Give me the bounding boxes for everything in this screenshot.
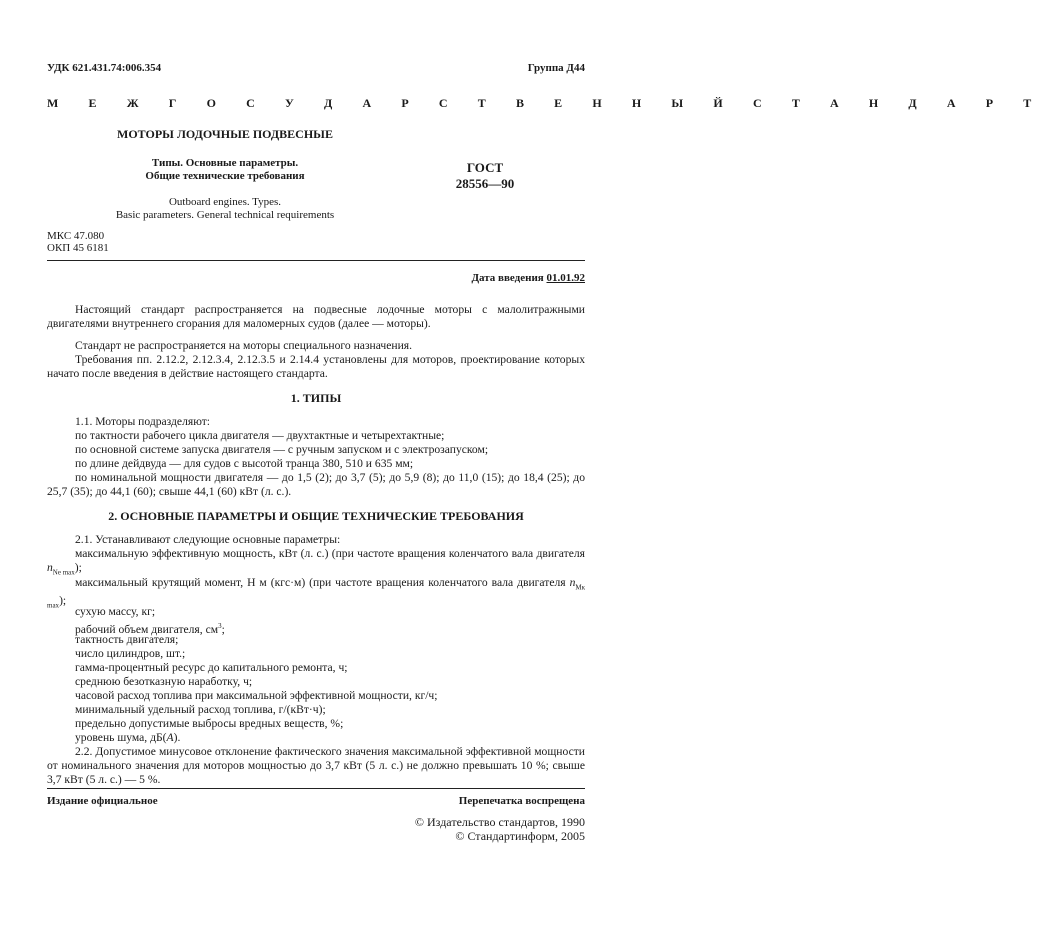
param-emissions: предельно допустимые выбросы вредных веществ, %;	[75, 717, 344, 730]
param-gamma-resource: гамма-процентный ресурс до капитального ремонта, ч;	[75, 661, 348, 674]
intro-date-label: Дата введения	[471, 272, 544, 284]
mks-code: МКС 47.080	[47, 230, 105, 242]
param-max-torque-text: максимальный крутящий момент, Н м (кгс·м) (при частоте вращения коленчатого вала двигателя	[75, 576, 566, 589]
param-max-torque-end: );	[59, 594, 67, 608]
intro-date	[380, 272, 585, 284]
copyright-2005: © Стандартинформ, 2005	[455, 829, 585, 843]
param-displacement-sup: 3	[218, 622, 222, 630]
param-specific-fuel: минимальный удельный расход топлива, г/(кВт·ч);	[75, 703, 326, 716]
intro-paragraph-2: Стандарт не распространяется на моторы специального назначения.	[75, 339, 413, 352]
section-1-heading: 1. ТИПЫ	[290, 391, 342, 405]
subtitle-line-1: Типы. Основные параметры.	[151, 157, 299, 169]
param-max-power-text: максимальную эффективную мощность, кВт (л. с.) (при частоте вращения коленчатого вала двигателя	[75, 547, 585, 560]
param-max-power-symbol: n	[47, 561, 53, 574]
param-dry-mass: сухую массу, кг;	[75, 605, 156, 618]
section-2-1: 2.1. Устанавливают следующие основные параметры:	[75, 533, 341, 546]
param-hourly-fuel: часовой расход топлива при максимальной эффективной мощности, кг/ч;	[75, 689, 438, 702]
param-displacement-end: ;	[221, 622, 225, 636]
divider-top	[47, 260, 585, 261]
types-by-shaft-length: по длине дейдвуда — для судов с высотой транца 380, 510 и 635 мм;	[75, 457, 414, 470]
gost-label: ГОСТ	[466, 160, 504, 175]
copyright-1990: © Издательство стандартов, 1990	[414, 815, 585, 829]
param-noise-unit: А	[166, 731, 174, 744]
param-mtbf: среднюю безотказную наработку, ч;	[75, 675, 253, 688]
interstate-standard-banner: М Е Ж Г О С У Д А Р С Т В Е Н Н Ы Й С Т А Н Д А Р Т	[47, 96, 1045, 110]
english-title-line-2: Basic parameters. General technical requirements	[115, 209, 335, 221]
param-cylinders: число цилиндров, шт.;	[75, 647, 186, 660]
param-noise	[75, 731, 180, 745]
param-noise-text: уровень шума, дБ(	[75, 731, 167, 744]
param-max-power-subscript: Ne max	[52, 568, 75, 577]
types-by-power: по номинальной мощности двигателя — до 1,5 (2); до 3,7 (5); до 5,9 (8); до 11,0 (15); до 18,4 (25); до 25,7 (35); до 44,1 (60); свыше 44,1 (60) кВт (л. с.).	[47, 471, 585, 498]
english-title-line-1: Outboard engines. Types.	[168, 196, 282, 208]
section-1-1: 1.1. Моторы подразделяют:	[75, 415, 210, 428]
gost-number: 28556—90	[455, 176, 515, 191]
param-displacement-text: рабочий объем двигателя, см	[75, 622, 219, 636]
param-noise-end: ).	[173, 731, 181, 744]
document-title: МОТОРЫ ЛОДОЧНЫЕ ПОДВЕСНЫЕ	[117, 127, 333, 141]
reprint-prohibited: Перепечатка воспрещена	[458, 795, 585, 807]
intro-paragraph-1: Настоящий стандарт распространяется на подвесные лодочные моторы с малолитражными двигателями внутреннего сгорания для маломерных судов (далее — моторы).	[47, 303, 585, 330]
divider-bottom	[47, 788, 585, 789]
section-2-heading: 2. ОСНОВНЫЕ ПАРАМЕТРЫ И ОБЩИЕ ТЕХНИЧЕСКИЕ ТРЕБОВАНИЯ	[108, 509, 524, 523]
udk-code: УДК 621.431.74:006.354	[47, 62, 162, 74]
param-stroke: тактность двигателя;	[75, 633, 179, 646]
subtitle-line-2: Общие технические требования	[145, 170, 305, 182]
types-by-start-system: по основной системе запуска двигателя — с ручным запуском и с электрозапуском;	[75, 443, 489, 456]
param-max-torque-subscript: Mк max	[47, 583, 585, 610]
types-by-stroke: по тактности рабочего цикла двигателя — двухтактные и четырехтактные;	[75, 429, 445, 442]
param-max-power-end: );	[74, 561, 82, 574]
okp-code: ОКП 45 6181	[47, 242, 109, 254]
official-edition: Издание официальное	[47, 795, 158, 807]
intro-paragraph-3: Требования пп. 2.12.2, 2.12.3.4, 2.12.3.5 и 2.14.4 установлены для моторов, проектирование которых начато после введения в действие настоящего стандарта.	[47, 353, 585, 380]
group-code: Группа Д44	[527, 62, 585, 74]
section-2-2: 2.2. Допустимое минусовое отклонение фактического значения максимальной эффективной мощности от номинального значения для моторов мощностью до 3,7 кВт (5 л. с.) не должно превышать 10 %; свыше 3,7 кВт (5 л. с.) — 5 %.	[47, 745, 585, 786]
param-max-torque-symbol: n	[569, 576, 576, 589]
param-max-power	[47, 547, 585, 579]
intro-date-value: 01.01.92	[546, 272, 585, 284]
